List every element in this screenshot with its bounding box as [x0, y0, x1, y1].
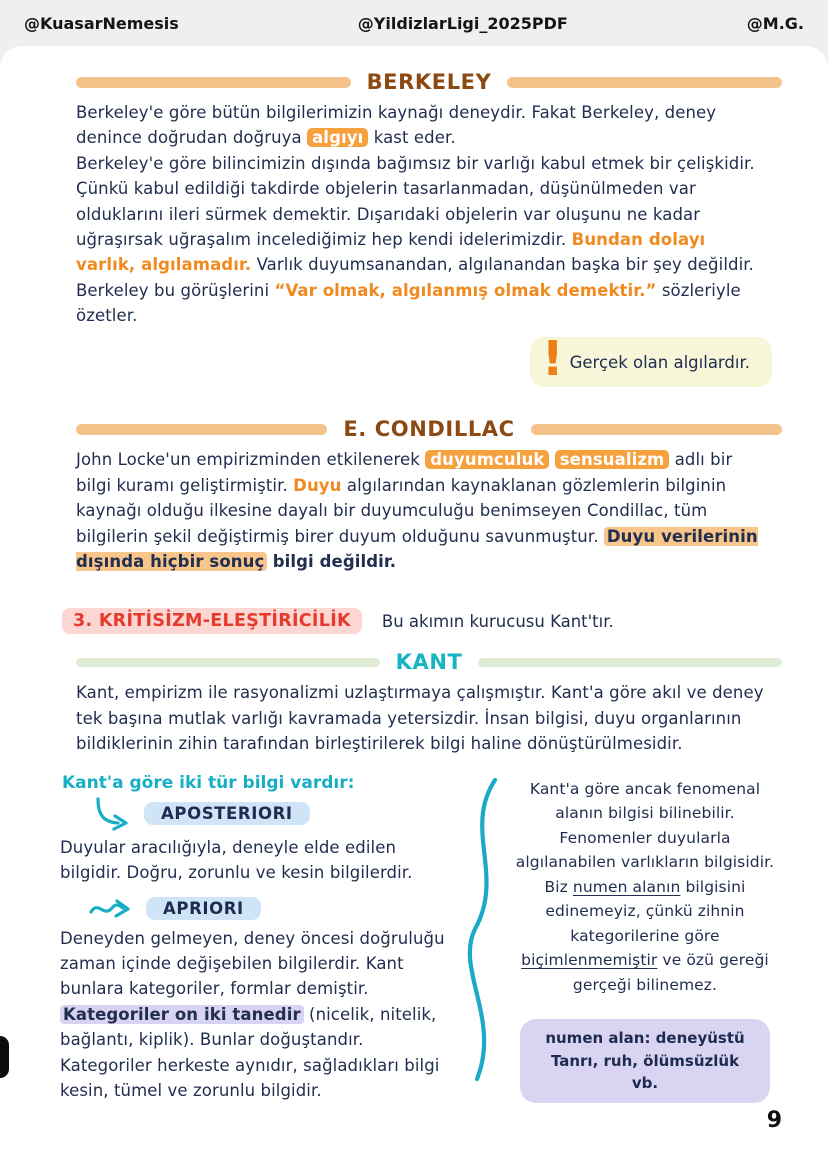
- condillac-heading-row: [76, 417, 782, 441]
- berkeley-paragraph-1: Berkeley'e göre bütün bilgilerimizin kaynağı deneydir. Fakat Berkeley, deney denince doğrudan doğruya algıyı kast eder.: [76, 103, 717, 148]
- curved-down-right-arrow-icon: [88, 797, 132, 831]
- kant-left-column: [60, 773, 452, 1104]
- aposteriori-text: Duyular aracılığıyla, deneyle elde edilen bilgidir. Doğru, zorunlu ve kesin bilgilerdir.: [60, 837, 413, 883]
- condillac-paragraph: John Locke'un empirizminden etkilenerek duyumculuk sensualizm adlı bir bilgi kuramı geliştirmiştir. Duyu algılarından kaynaklanan gözlemlerin bilginin kaynağı olduğu ilkesine dayalı bir duyumculuğu benimseyen Condillac, tüm bilgilerin şekil değiştirmiş birer duyum olduğunu savunmuştur. Duyu verilerinin dışında hiçbir sonuç bilgi değildir.: [76, 450, 758, 572]
- callout-real-is-perception: [530, 330, 772, 388]
- fenomen-paragraph: Kant'a göre ancak fenomenal alanın bilgisi bilinebilir. Fenomenler duyularla algılanabilen varlıkların bilgisidir. Biz numen alanın bilgisini edinemeyiz, çünkü zihnin kategorilerine göre biçimlenmemiştir ve özü gereği gerçeği bilinemez.: [515, 779, 775, 994]
- callout-text: Gerçek olan algılardır.: [569, 352, 750, 372]
- numen-note: numen alan: deneyüstü Tanrı, ruh, ölümsüzlük vb.: [520, 1019, 770, 1103]
- credit-left-handle: @KuasarNemesis: [24, 13, 179, 33]
- heading-bar-left: [76, 658, 380, 667]
- vertical-squiggle-icon: [453, 777, 507, 1082]
- aposteriori-row: [88, 797, 452, 831]
- heading-bar-left: [76, 424, 327, 435]
- credits-bar: [0, 0, 828, 46]
- column-divider: [452, 773, 508, 1104]
- kant-heading-row: [76, 650, 782, 674]
- aposteriori-label: APOSTERIORI: [144, 802, 310, 825]
- heading-bar-right: [478, 658, 782, 667]
- credit-center-handle: @YildizlarLigi_2025PDF: [357, 13, 568, 33]
- apriori-row: [88, 896, 452, 922]
- kant-right-column: [508, 773, 782, 1104]
- kritisizm-subtext: Bu akımın kurucusu Kant'tır.: [381, 611, 614, 631]
- kant-intro-paragraph: Kant, empirizm ile rasyonalizmi uzlaştırmaya çalışmıştır. Kant'a göre akıl ve deney tek başına mutlak varlığı kavramada yetersizdir. İnsan bilgisi, duyu organlarının bildiklerinin zihin tarafından birleştirilerek bilgi haline dönüştürülmesidir.: [76, 683, 764, 754]
- section-kant: [60, 650, 782, 1103]
- wavy-right-arrow-icon: [88, 896, 134, 922]
- kritisizm-heading: 3. KRİTİSİZM-ELEŞTİRİCİLİK: [62, 608, 362, 634]
- apriori-text: Deneyden gelmeyen, deney öncesi doğruluğu zaman içinde değişebilen bilgilerdir. Kant bunlara kategoriler, formlar demiştir. Kategoriler on iki tanedir (nicelik, nitelik, bağlantı, kiplik). Bunlar doğuştandır. Kategoriler herkeste aynıdır, sağladıkları bilgi kesin, tümel ve zorunlu bilgidir.: [60, 928, 445, 1100]
- section-condillac: [76, 417, 782, 574]
- heading-bar-right: [531, 424, 782, 435]
- berkeley-heading-row: [76, 70, 782, 94]
- section-title-condillac: E. CONDILLAC: [343, 417, 515, 442]
- scan-edge-mark: [0, 1036, 9, 1078]
- page-number: 9: [766, 1108, 782, 1133]
- berkeley-paragraph-2: Berkeley'e göre bilincimizin dışında bağımsız bir varlığı kabul etmek bir çelişkidir. Çünkü kabul edildiği takdirde objelerin tasarlanmadan, düşünülmeden var olduklarını ileri sürmek demektir. Dışarıdaki objelerin var oluşunu ne kadar uğraşırsak uğraşalım incelediğimiz hep kendi idelerimizdir. Bundan dolayı varlık, algılamadır. Varlık duyumsanandan, algılanandan başka bir şey değildir.: [76, 153, 755, 275]
- heading-bar-left: [76, 77, 351, 88]
- kant-two-column-area: [60, 773, 782, 1104]
- kritisizm-row: [62, 608, 782, 634]
- kant-two-kinds-lead: Kant'a göre iki tür bilgi vardır:: [62, 772, 355, 793]
- exclamation-icon: !: [541, 330, 564, 387]
- section-title-berkeley: BERKELEY: [366, 70, 492, 94]
- section-title-kant: KANT: [395, 650, 463, 675]
- credit-right-handle: @M.G.: [746, 13, 804, 33]
- berkeley-paragraph-3: Berkeley bu görüşlerini “Var olmak, algılanmış olmak demektir.” sözleriyle özetler.: [76, 280, 741, 326]
- apriori-label: APRIORI: [146, 897, 261, 920]
- section-berkeley: [76, 70, 782, 387]
- note-sheet: [0, 46, 828, 1157]
- heading-bar-right: [507, 77, 782, 88]
